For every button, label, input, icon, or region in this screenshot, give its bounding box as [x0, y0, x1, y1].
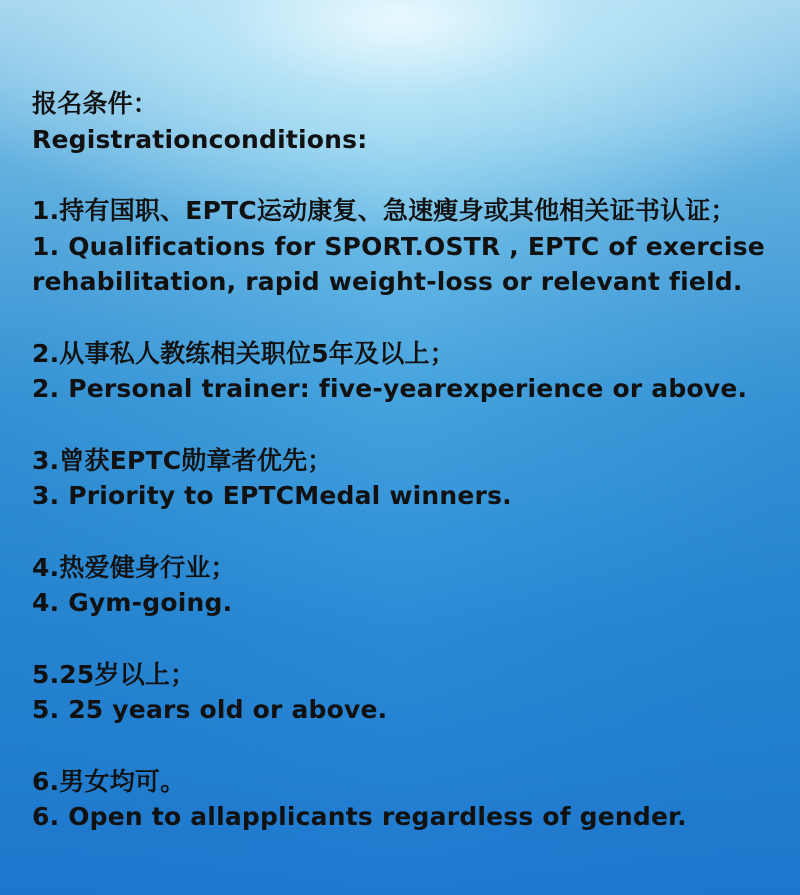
condition-3-zh: 3.曾获EPTC勋章者优先；: [32, 445, 333, 475]
condition-item-5: [32, 657, 797, 728]
condition-4-zh: 4.热爱健身行业；: [32, 552, 236, 582]
heading-block: [32, 86, 797, 157]
heading-en: Registrationconditions:: [32, 124, 368, 154]
condition-2-zh: 2.从事私人教练相关职位5年及以上；: [32, 338, 455, 368]
spacer: [32, 407, 797, 443]
condition-6-en: 6. Open to allapplicants regardless of gender.: [32, 802, 687, 831]
condition-item-2: [32, 336, 797, 407]
spacer: [32, 300, 797, 336]
condition-item-3: [32, 443, 797, 514]
condition-4-en: 4. Gym-going.: [32, 588, 233, 617]
spacer: [32, 157, 797, 193]
condition-1-en-line-2: rehabilitation, rapid weight-loss or relevant field.: [32, 267, 743, 296]
registration-conditions: [32, 86, 797, 835]
heading-zh: 报名条件：: [32, 89, 159, 118]
condition-item-4: [32, 550, 797, 621]
condition-5-zh: 5.25岁以上；: [32, 659, 196, 689]
spacer: [32, 514, 797, 550]
condition-item-1: [32, 193, 797, 300]
condition-2-en: 2. Personal trainer: five-yearexperience or above.: [32, 374, 748, 403]
condition-5-en: 5. 25 years old or above.: [32, 695, 388, 724]
condition-1-zh: 1.持有国职、EPTC运动康复、急速瘦身或其他相关证书认证；: [32, 196, 736, 225]
condition-3-en: 3. Priority to EPTCMedal winners.: [32, 481, 512, 510]
condition-1-en-line-1: 1. Qualifications for SPORT.OSTR , EPTC of exercise: [32, 231, 765, 261]
condition-6-zh: 6.男女均可。: [32, 766, 186, 796]
condition-item-6: [32, 764, 797, 835]
spacer: [32, 728, 797, 764]
spacer: [32, 621, 797, 657]
